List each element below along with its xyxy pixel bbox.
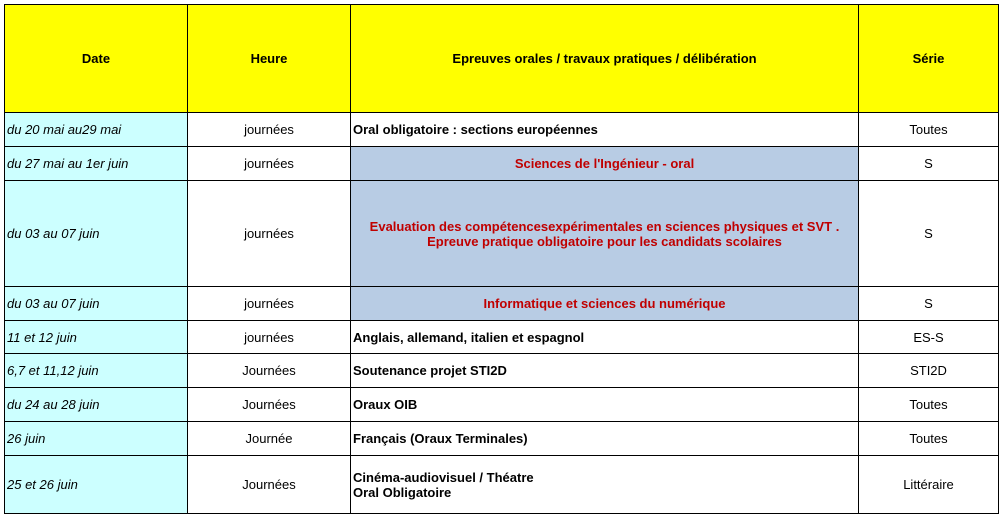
heure-cell: journées bbox=[188, 147, 351, 181]
table-row bbox=[5, 388, 999, 422]
table-row bbox=[5, 113, 999, 147]
table-row bbox=[5, 354, 999, 388]
serie-cell: S bbox=[859, 181, 999, 287]
date-cell: du 27 mai au 1er juin bbox=[5, 147, 188, 181]
heure-cell: Journées bbox=[188, 354, 351, 388]
epreuve-cell: Informatique et sciences du numérique bbox=[351, 287, 859, 321]
epreuve-line-2: Oral Obligatoire bbox=[353, 484, 452, 500]
exam-schedule-table bbox=[4, 4, 999, 514]
heure-cell: Journées bbox=[188, 456, 351, 514]
epreuve-line-2: Epreuve pratique obligatoire pour les candidats scolaires bbox=[427, 233, 782, 249]
epreuve-cell bbox=[351, 456, 859, 514]
date-cell: du 03 au 07 juin bbox=[5, 287, 188, 321]
serie-cell: Toutes bbox=[859, 422, 999, 456]
epreuve-line-1: Cinéma-audiovisuel / Théatre bbox=[353, 469, 534, 485]
epreuve-cell: Soutenance projet STI2D bbox=[351, 354, 859, 388]
serie-cell: Toutes bbox=[859, 388, 999, 422]
serie-cell: ES-S bbox=[859, 321, 999, 354]
heure-cell: journées bbox=[188, 113, 351, 147]
date-cell: du 20 mai au29 mai bbox=[5, 113, 188, 147]
heure-cell: journées bbox=[188, 321, 351, 354]
header-epreuves: Epreuves orales / travaux pratiques / délibération bbox=[351, 5, 859, 113]
table-row bbox=[5, 287, 999, 321]
date-cell: du 03 au 07 juin bbox=[5, 181, 188, 287]
header-row bbox=[5, 5, 999, 113]
table-row bbox=[5, 456, 999, 514]
epreuve-cell: Français (Oraux Terminales) bbox=[351, 422, 859, 456]
date-cell: 6,7 et 11,12 juin bbox=[5, 354, 188, 388]
table-row bbox=[5, 147, 999, 181]
date-cell: du 24 au 28 juin bbox=[5, 388, 188, 422]
serie-cell: S bbox=[859, 147, 999, 181]
epreuve-cell: Anglais, allemand, italien et espagnol bbox=[351, 321, 859, 354]
heure-cell: Journées bbox=[188, 388, 351, 422]
epreuve-cell: Sciences de l'Ingénieur - oral bbox=[351, 147, 859, 181]
date-cell: 11 et 12 juin bbox=[5, 321, 188, 354]
date-cell: 25 et 26 juin bbox=[5, 456, 188, 514]
table-row bbox=[5, 181, 999, 287]
table-row bbox=[5, 321, 999, 354]
serie-cell: Toutes bbox=[859, 113, 999, 147]
header-heure: Heure bbox=[188, 5, 351, 113]
date-cell: 26 juin bbox=[5, 422, 188, 456]
table-row bbox=[5, 422, 999, 456]
serie-cell: S bbox=[859, 287, 999, 321]
epreuve-line-1: Evaluation des compétencesexpérimentales en sciences physiques et SVT . bbox=[369, 218, 840, 234]
heure-cell: Journée bbox=[188, 422, 351, 456]
heure-cell: journées bbox=[188, 287, 351, 321]
epreuve-cell bbox=[351, 181, 859, 287]
header-date: Date bbox=[5, 5, 188, 113]
epreuve-cell: Oral obligatoire : sections européennes bbox=[351, 113, 859, 147]
serie-cell: Littéraire bbox=[859, 456, 999, 514]
epreuve-cell: Oraux OIB bbox=[351, 388, 859, 422]
header-serie: Série bbox=[859, 5, 999, 113]
serie-cell: STI2D bbox=[859, 354, 999, 388]
heure-cell: journées bbox=[188, 181, 351, 287]
